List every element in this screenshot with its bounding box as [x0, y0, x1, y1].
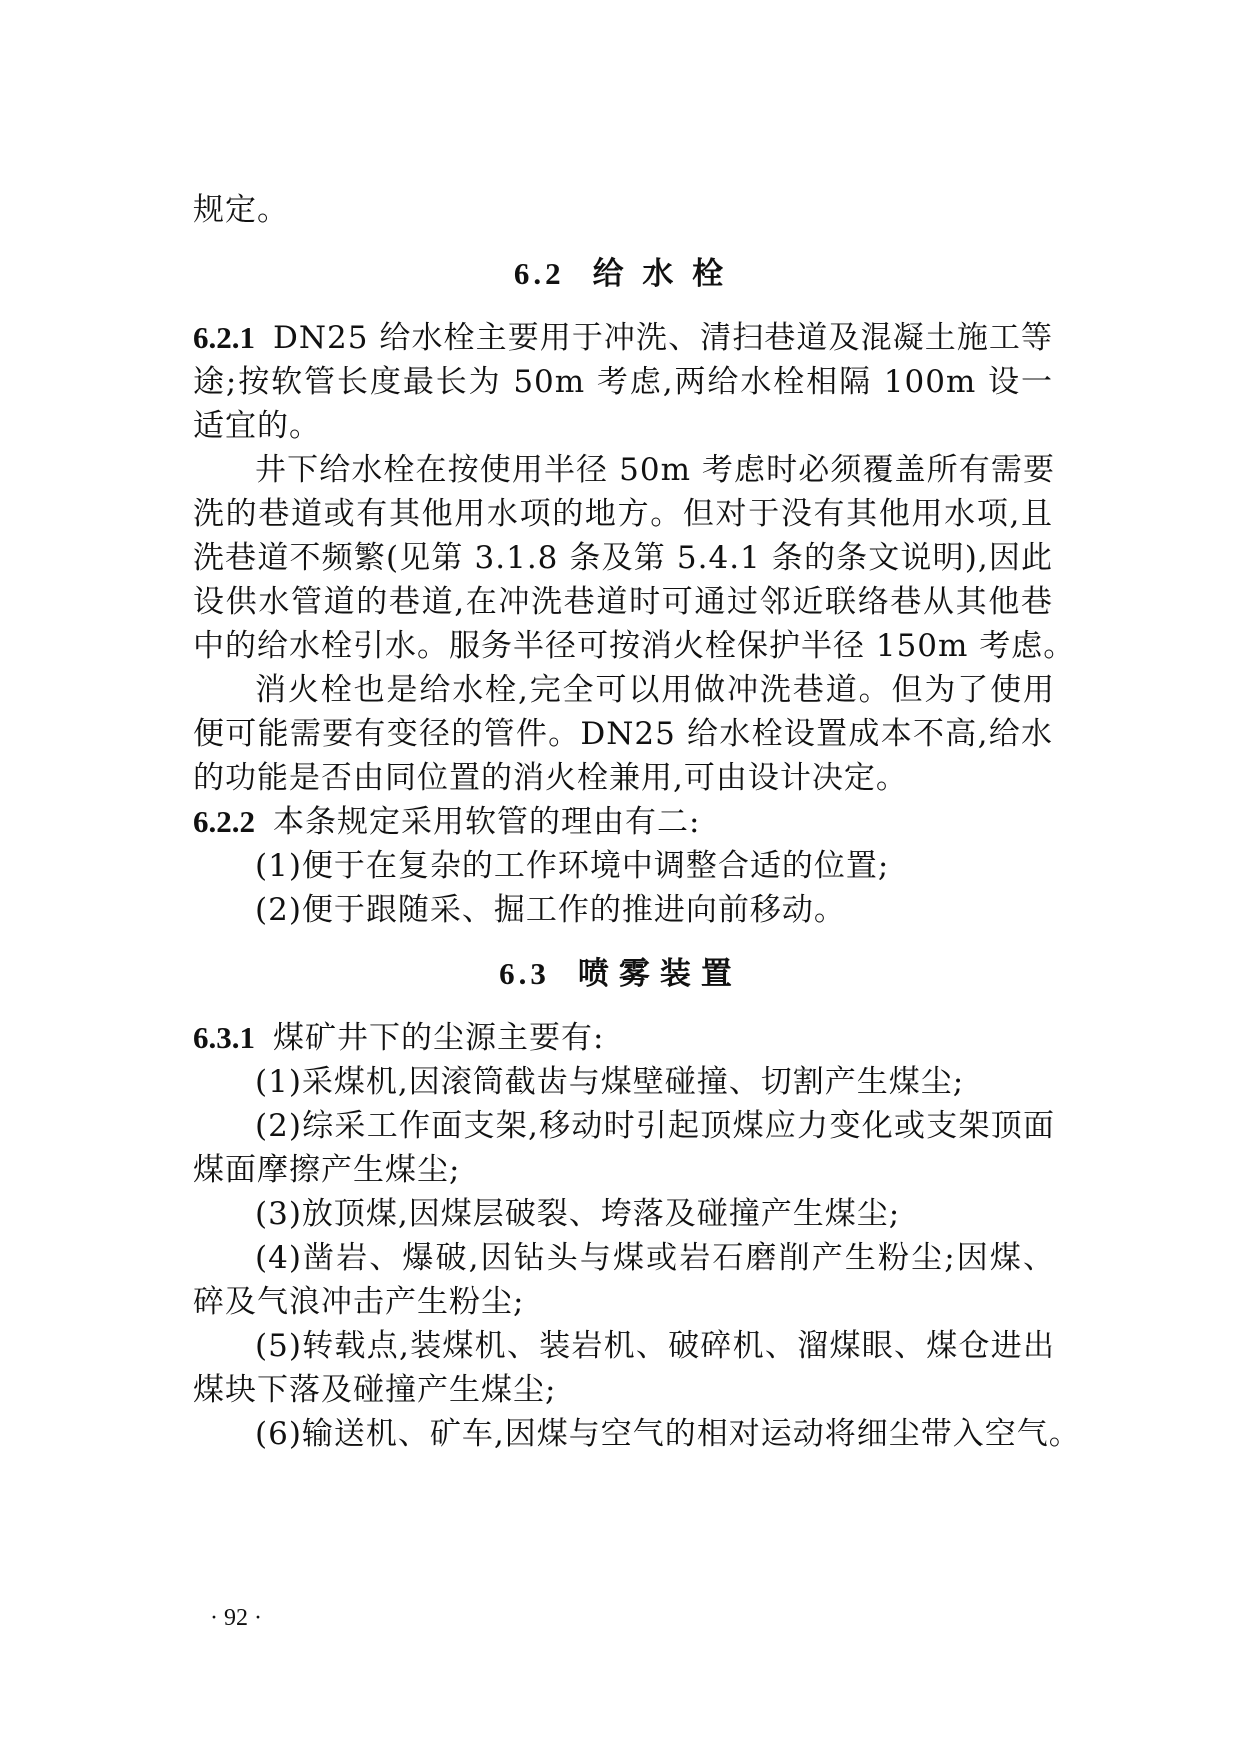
clause-6-3-1-line-1 [193, 1016, 1053, 1060]
list-item-continued: 煤面摩擦产生煤尘; [193, 1152, 461, 1188]
list-item: (5)转载点,装煤机、装岩机、破碎机、溜煤眼、煤仓进出 [255, 1328, 1055, 1364]
clause-text: 本条规定采用软管的理由有二: [273, 804, 701, 840]
list-item: (1)便于在复杂的工作环境中调整合适的位置; [255, 848, 890, 884]
section-title: 喷雾装置 [577, 956, 742, 992]
clause-text: DN25 给水栓主要用于冲洗、清扫巷道及混凝土施工等 [273, 320, 1053, 356]
page-number: · 92 · [210, 1605, 262, 1631]
paragraph-line: 消火栓也是给水栓,完全可以用做冲洗巷道。但为了使用 [255, 672, 1055, 708]
list-item: (1)采煤机,因滚筒截齿与煤壁碰撞、切割产生煤尘; [255, 1064, 965, 1100]
section-number: 6.2 [513, 256, 565, 291]
clause-text: 煤矿井下的尘源主要有: [273, 1020, 605, 1056]
clause-number: 6.3.1 [193, 1020, 255, 1055]
clause-number: 6.2.1 [193, 320, 255, 355]
continued-text: 规定。 [193, 192, 289, 228]
paragraph-line: 的功能是否由同位置的消火栓兼用,可由设计决定。 [193, 760, 908, 796]
list-item: (4)凿岩、爆破,因钻头与煤或岩石磨削产生粉尘;因煤、 [255, 1240, 1055, 1276]
list-item-continued: 煤块下落及碰撞产生煤尘; [193, 1372, 557, 1408]
list-item: (2)综采工作面支架,移动时引起顶煤应力变化或支架顶面 [255, 1108, 1055, 1144]
paragraph-line: 中的给水栓引水。服务半径可按消火栓保护半径 150m 考虑。 [193, 628, 1076, 664]
clause-6-2-1-line-3: 适宜的。 [193, 408, 321, 444]
clause-6-2-1-line-1 [193, 316, 1053, 360]
clause-6-2-2-line-1 [193, 800, 1053, 844]
paragraph-line: 便可能需要有变径的管件。DN25 给水栓设置成本不高,给水 [193, 716, 1053, 752]
section-heading-6-2 [0, 252, 1241, 296]
list-item: (6)输送机、矿车,因煤与空气的相对运动将细尘带入空气。 [255, 1416, 1081, 1452]
paragraph-line: 设供水管道的巷道,在冲洗巷道时可通过邻近联络巷从其他巷 [193, 584, 1053, 620]
paragraph-line: 井下给水栓在按使用半径 50m 考虑时必须覆盖所有需要 [255, 452, 1055, 488]
list-item: (3)放顶煤,因煤层破裂、垮落及碰撞产生煤尘; [255, 1196, 901, 1232]
list-item: (2)便于跟随采、掘工作的推进向前移动。 [255, 892, 846, 928]
paragraph-line: 洗巷道不频繁(见第 3.1.8 条及第 5.4.1 条的条文说明),因此 [193, 540, 1053, 576]
section-heading-6-3 [0, 952, 1241, 996]
list-item-continued: 碎及气浪冲击产生粉尘; [193, 1284, 525, 1320]
clause-6-2-1-line-2: 途;按软管长度最长为 50m 考虑,两给水栓相隔 100m 设一 [193, 364, 1053, 400]
section-number: 6.3 [499, 956, 550, 991]
paragraph-line: 洗的巷道或有其他用水项的地方。但对于没有其他用水项,且 [193, 496, 1053, 532]
section-title: 给 水 栓 [592, 256, 728, 292]
clause-number: 6.2.2 [193, 804, 255, 839]
